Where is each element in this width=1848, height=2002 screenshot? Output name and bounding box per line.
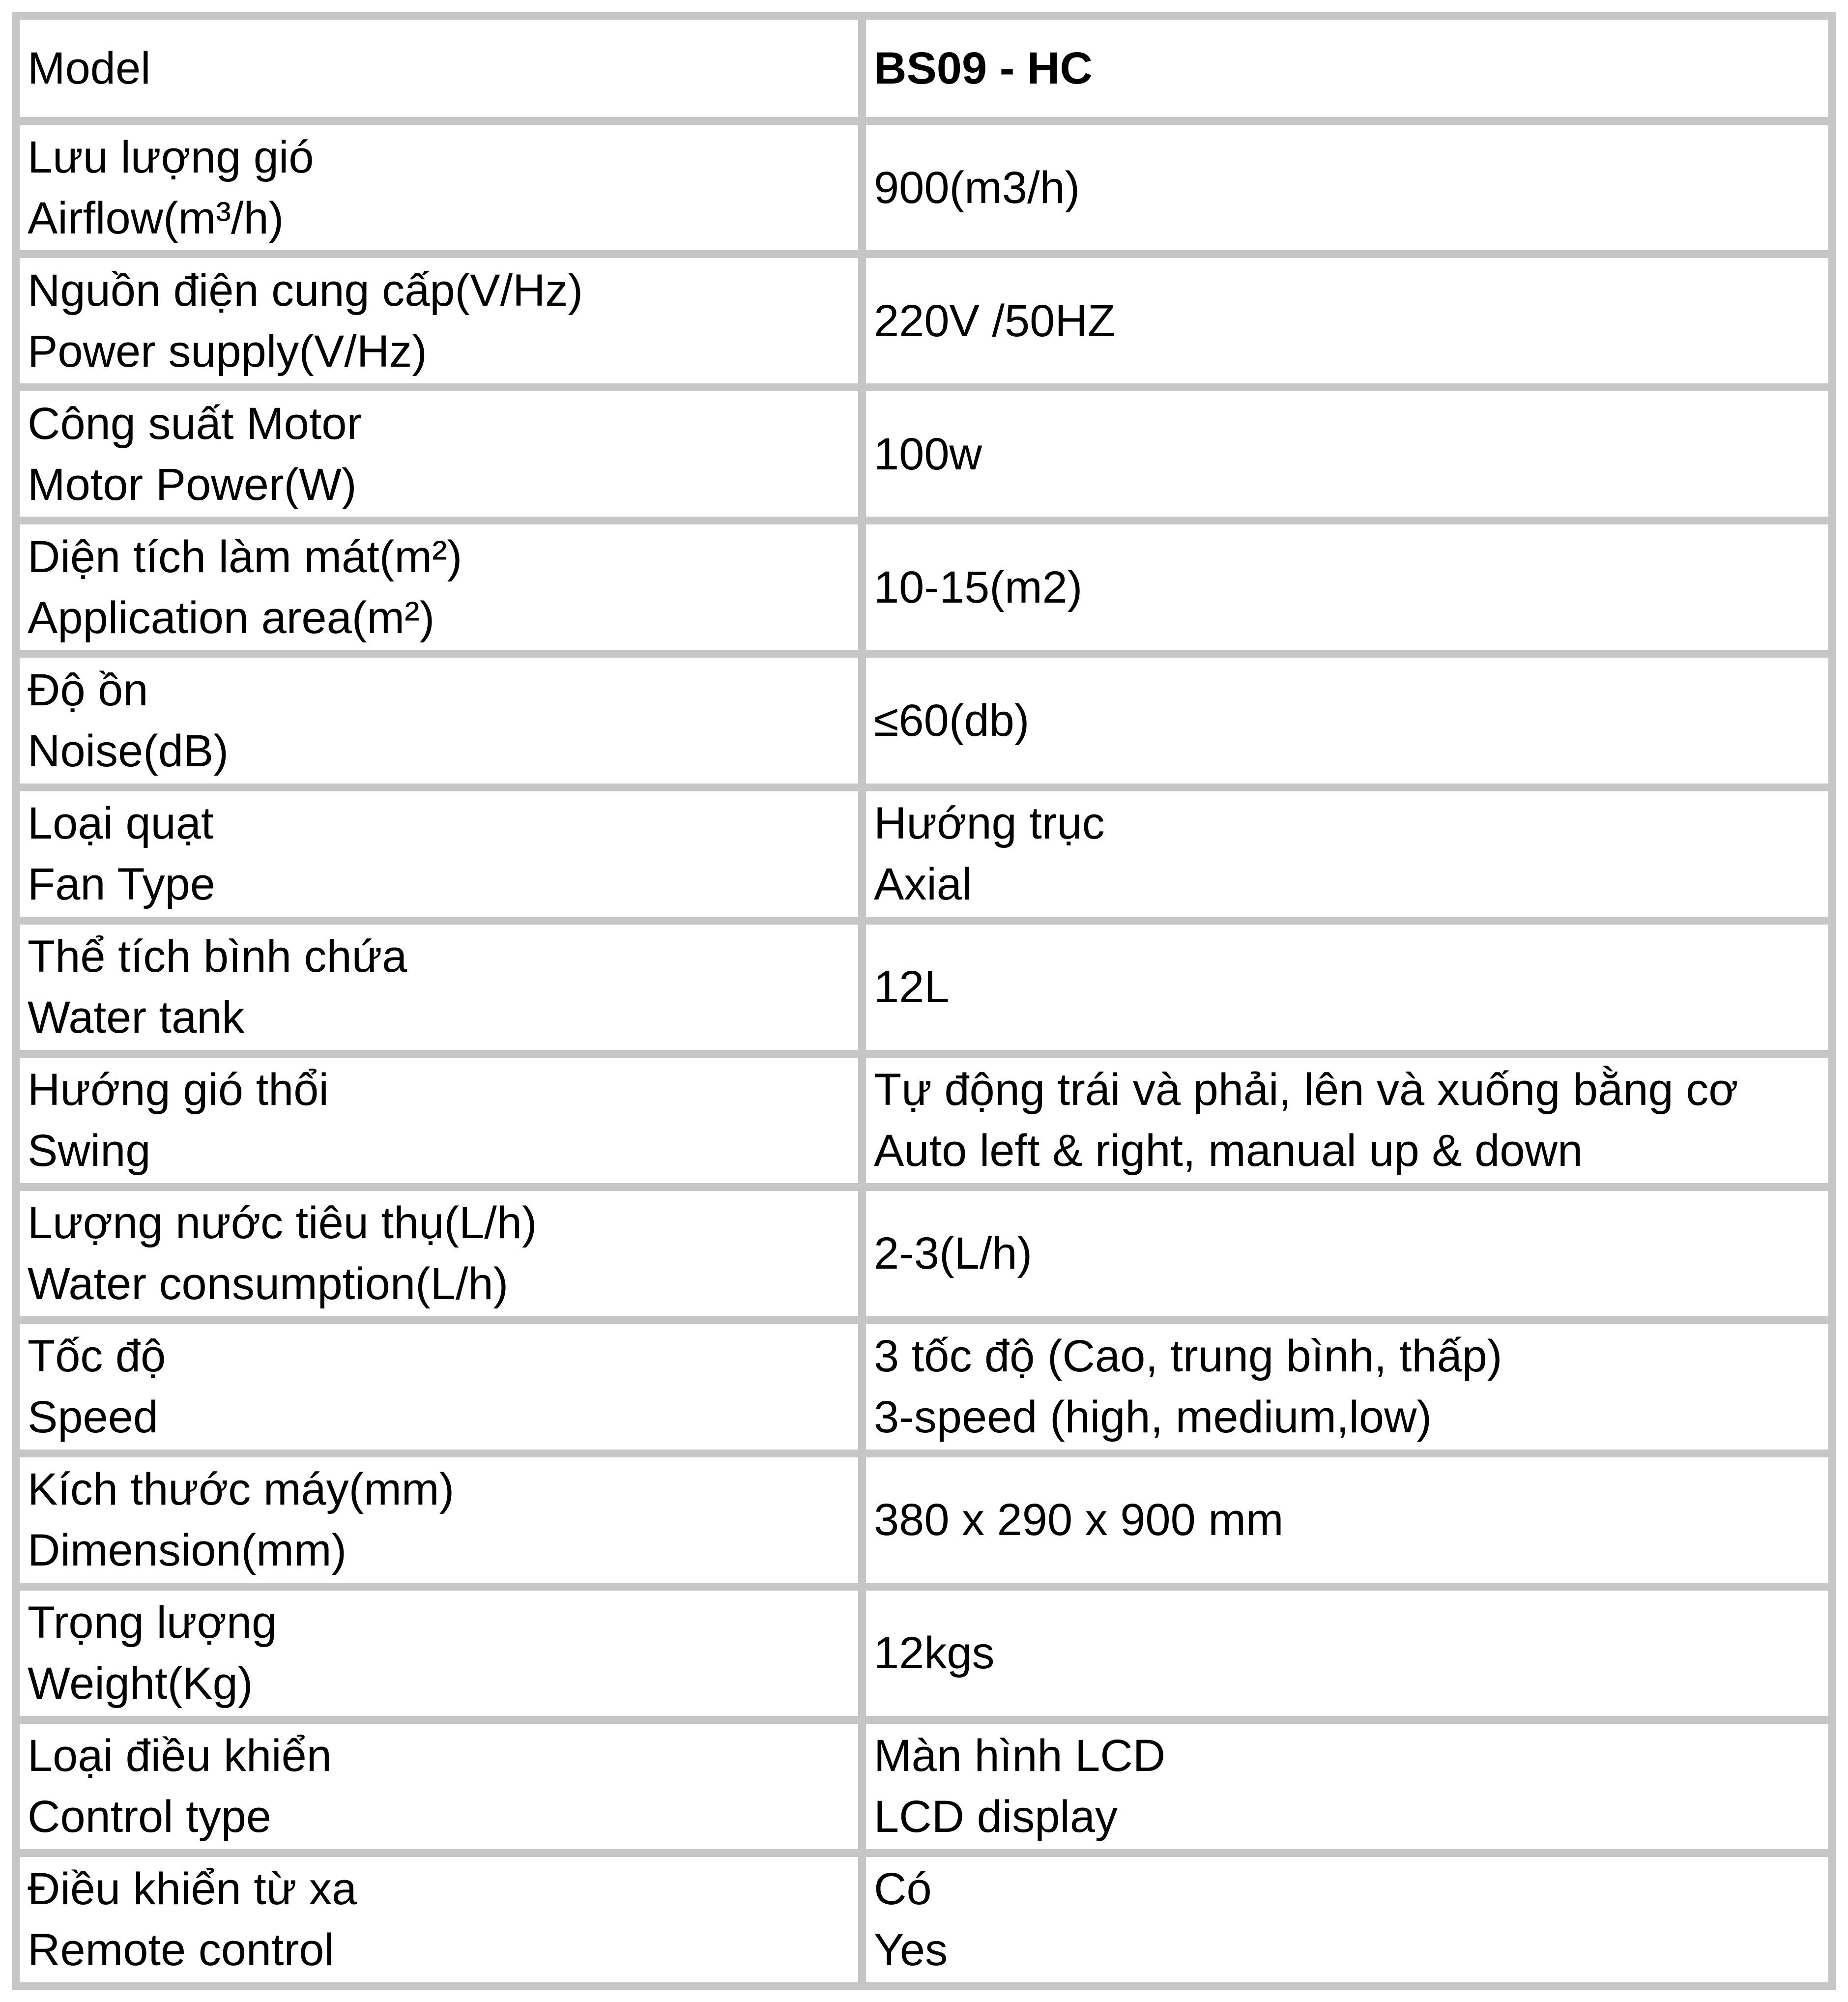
value-text: 12kgs <box>874 1628 995 1679</box>
label-vi: Kích thước máy(mm) <box>28 1464 455 1515</box>
label-cell <box>20 1457 858 1583</box>
value-cell <box>866 791 1828 917</box>
label-cell <box>20 1191 858 1316</box>
value-text-vi: Màn hình LCD <box>874 1731 1166 1781</box>
table-row-water-consumption <box>20 1191 1828 1316</box>
value-text-vi: Hướng trục <box>874 798 1105 849</box>
value-cell <box>866 125 1828 250</box>
label-vi: Diện tích làm mát(m²) <box>28 531 462 582</box>
label-en: Fan Type <box>28 859 215 910</box>
value-text-vi: Tự động trái và phải, lên và xuống bằng cơ <box>874 1065 1738 1115</box>
table-row-airflow <box>20 125 1828 250</box>
spec-table-body <box>20 20 1828 1982</box>
model-label: Model <box>28 43 151 94</box>
value-text-en: Axial <box>874 859 972 910</box>
label-cell <box>20 1857 858 1982</box>
label-en: Water tank <box>28 992 245 1043</box>
table-row-noise <box>20 658 1828 783</box>
label-cell <box>20 258 858 383</box>
value-text-en: Auto left & right, manual up & down <box>874 1126 1583 1176</box>
value-cell <box>866 1058 1828 1183</box>
label-cell <box>20 1724 858 1849</box>
table-row-swing <box>20 1058 1828 1183</box>
value-text: 10-15(m2) <box>874 562 1083 612</box>
spec-table <box>12 12 1836 1990</box>
label-vi: Tốc độ <box>28 1331 166 1382</box>
label-cell <box>20 1058 858 1183</box>
model-value-cell <box>866 20 1828 117</box>
label-cell <box>20 391 858 517</box>
label-en: Water consumption(L/h) <box>28 1259 509 1309</box>
label-vi: Loại quạt <box>28 798 214 849</box>
label-vi: Trọng lượng <box>28 1597 277 1648</box>
value-text-en: 3-speed (high, medium,low) <box>874 1392 1432 1443</box>
label-en: Dimension(mm) <box>28 1525 347 1576</box>
label-cell <box>20 658 858 783</box>
label-vi: Lượng nước tiêu thụ(L/h) <box>28 1198 537 1248</box>
label-vi: Loại điều khiển <box>28 1731 332 1781</box>
value-text-vi: 3 tốc độ (Cao, trung bình, thấp) <box>874 1331 1502 1382</box>
label-vi: Hướng gió thổi <box>28 1065 329 1115</box>
value-text-en: Yes <box>874 1925 948 1975</box>
label-en: Motor Power(W) <box>28 459 357 510</box>
label-vi: Nguồn điện cung cấp(V/Hz) <box>28 265 583 316</box>
value-cell <box>866 658 1828 783</box>
table-row-motor-power <box>20 391 1828 517</box>
value-cell <box>866 258 1828 383</box>
label-cell <box>20 1324 858 1450</box>
value-cell <box>866 925 1828 1050</box>
value-cell <box>866 1857 1828 1982</box>
label-en: Noise(dB) <box>28 726 229 776</box>
label-vi: Độ ồn <box>28 665 148 715</box>
table-row-power-supply <box>20 258 1828 383</box>
table-row-fan-type <box>20 791 1828 917</box>
label-cell <box>20 524 858 650</box>
value-text: 220V /50HZ <box>874 295 1115 346</box>
value-text: 900(m3/h) <box>874 162 1080 213</box>
label-vi: Thể tích bình chứa <box>28 931 407 982</box>
label-en: Power supply(V/Hz) <box>28 326 427 377</box>
value-text: ≤60(db) <box>874 696 1030 746</box>
label-en: Swing <box>28 1126 151 1176</box>
label-cell <box>20 925 858 1050</box>
value-cell <box>866 1191 1828 1316</box>
value-cell <box>866 1591 1828 1716</box>
value-text: 12L <box>874 962 950 1013</box>
label-en: Weight(Kg) <box>28 1658 253 1709</box>
label-cell <box>20 791 858 917</box>
label-en: Application area(m²) <box>28 592 435 643</box>
label-vi: Lưu lượng gió <box>28 132 314 182</box>
value-text-vi: Có <box>874 1864 932 1915</box>
table-row-control-type <box>20 1724 1828 1849</box>
label-vi: Điều khiển từ xa <box>28 1864 357 1915</box>
table-row-dimension <box>20 1457 1828 1583</box>
value-text: 380 x 290 x 900 mm <box>874 1495 1284 1545</box>
table-row-application-area <box>20 524 1828 650</box>
label-vi: Công suất Motor <box>28 398 362 449</box>
label-en: Airflow(m³/h) <box>28 193 284 243</box>
value-text: 2-3(L/h) <box>874 1228 1033 1279</box>
value-cell <box>866 391 1828 517</box>
value-cell <box>866 1457 1828 1583</box>
model-label-cell <box>20 20 858 117</box>
label-cell <box>20 1591 858 1716</box>
table-row-model <box>20 20 1828 117</box>
table-row-water-tank <box>20 925 1828 1050</box>
value-text-en: LCD display <box>874 1792 1118 1842</box>
value-text: 100w <box>874 429 982 479</box>
table-row-weight <box>20 1591 1828 1716</box>
model-value: BS09 - HC <box>874 43 1093 94</box>
label-en: Remote control <box>28 1925 334 1975</box>
value-cell <box>866 1324 1828 1450</box>
table-row-remote-control <box>20 1857 1828 1982</box>
label-cell <box>20 125 858 250</box>
label-en: Speed <box>28 1392 159 1443</box>
value-cell <box>866 1724 1828 1849</box>
table-row-speed <box>20 1324 1828 1450</box>
label-en: Control type <box>28 1792 272 1842</box>
value-cell <box>866 524 1828 650</box>
